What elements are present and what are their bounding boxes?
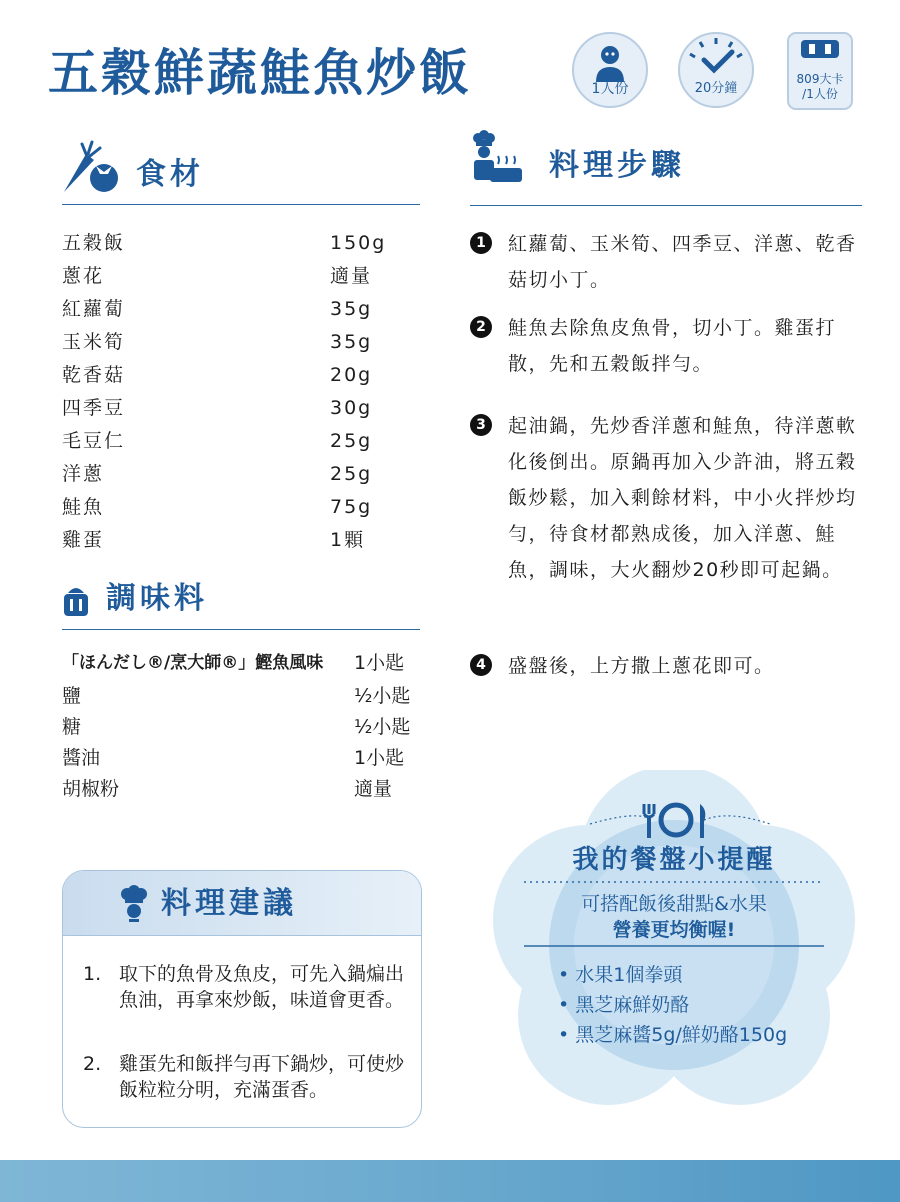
calories-line1: 809大卡: [796, 72, 844, 86]
ingredient-amount: 25g: [330, 463, 373, 485]
tip-text: 雞蛋先和飯拌勻再下鍋炒，可使炒飯粒粒分明，充滿蛋香。: [119, 1053, 405, 1101]
tips-header: [63, 871, 421, 936]
seasoning-heading: 調味料: [106, 581, 208, 616]
ingredient-amount: 25g: [330, 430, 373, 452]
calories-line2: /1人份: [802, 87, 838, 101]
reminder-bullet: • 黑芝麻鮮奶酪: [558, 994, 690, 1016]
chef-cooking-icon: [468, 130, 526, 188]
seasoning-amount: 適量: [354, 778, 393, 800]
ingredient-amount: 適量: [330, 265, 373, 287]
step-item: [470, 310, 870, 382]
ingredient-name: 乾香菇: [62, 364, 126, 386]
ingredient-row: [62, 491, 382, 523]
seasoning-row: [62, 773, 422, 805]
seasoning-row: [62, 742, 422, 774]
reminder-heading: 我的餐盤小提醒: [572, 845, 776, 875]
seasoning-name: 糖: [62, 716, 82, 738]
ingredient-row: [62, 326, 382, 358]
ingredient-row: [62, 458, 382, 490]
time-badge: [676, 30, 756, 110]
carrot-tomato-icon: [60, 140, 124, 196]
seasoning-row: [62, 680, 422, 712]
step-number: 1: [470, 232, 492, 254]
tip-number: 1.: [83, 963, 102, 985]
ingredient-name: 五穀飯: [62, 232, 126, 254]
seasoning-amount: ½小匙: [354, 685, 411, 707]
reminder-bullet: • 黑芝麻醬5g/鮮奶酪150g: [558, 1024, 788, 1046]
ingredient-name: 紅蘿蔔: [62, 298, 126, 320]
fork-plate-knife-icon: [638, 800, 712, 840]
ingredient-row: [62, 293, 382, 325]
footer-bar: [0, 1160, 900, 1202]
steps-heading: 料理步驟: [549, 148, 685, 183]
clock-icon: [676, 30, 756, 110]
ingredient-name: 玉米筍: [62, 331, 126, 353]
tip-item: [83, 1051, 403, 1107]
reminder-line1: 可搭配飯後甜點&水果: [581, 893, 767, 915]
reminder-line2: 營養更均衡喔!: [612, 919, 736, 941]
ingredient-row: [62, 260, 382, 292]
steps-divider: [470, 205, 862, 206]
ingredient-name: 雞蛋: [62, 529, 105, 551]
reminder-bullet: • 水果1個拳頭: [558, 964, 683, 986]
ingredient-amount: 30g: [330, 397, 373, 419]
seasoning-row: [62, 711, 422, 743]
step-text: 盛盤後，上方撒上蔥花即可。: [508, 655, 775, 677]
ingredient-name: 蔥花: [62, 265, 105, 287]
seasoning-shaker-icon: [62, 583, 90, 617]
ingredients-heading: 食材: [136, 157, 204, 192]
plate-reminder: [488, 770, 860, 1112]
step-number: 3: [470, 414, 492, 436]
ingredient-amount: 35g: [330, 331, 373, 353]
recipe-title: 五穀鮮蔬鮭魚炒飯: [48, 44, 472, 102]
calories-badge: [787, 32, 853, 110]
person-icon: [570, 30, 650, 110]
chef-hat-icon: [119, 885, 149, 923]
seasoning-name: 「ほんだし®/烹大師®」鰹魚風味: [62, 653, 324, 673]
ingredient-row: [62, 392, 382, 424]
step-item: [470, 408, 870, 624]
ingredient-name: 洋蔥: [62, 463, 105, 485]
step-text: 鮭魚去除魚皮魚骨，切小丁。雞蛋打散，先和五穀飯拌勻。: [508, 317, 837, 375]
seasoning-name: 胡椒粉: [62, 778, 120, 800]
ingredient-row: [62, 524, 382, 556]
ingredient-name: 毛豆仁: [62, 430, 126, 452]
ingredient-amount: 1顆: [330, 529, 366, 551]
seasoning-divider: [62, 629, 420, 630]
seasoning-name: 醬油: [62, 747, 101, 769]
cooking-tips-box: [62, 870, 422, 1128]
ingredient-name: 四季豆: [62, 397, 126, 419]
step-number: 2: [470, 316, 492, 338]
tip-text: 取下的魚骨及魚皮，可先入鍋煸出魚油，再拿來炒飯，味道會更香。: [119, 963, 405, 1011]
ingredients-divider: [62, 204, 420, 205]
step-text: 紅蘿蔔、玉米筍、四季豆、洋蔥、乾香菇切小丁。: [508, 233, 857, 291]
ingredient-name: 鮭魚: [62, 496, 105, 518]
seasoning-amount: 1小匙: [354, 652, 405, 674]
tips-heading: 料理建議: [161, 886, 297, 921]
ingredient-amount: 75g: [330, 496, 373, 518]
ingredient-row: [62, 227, 387, 259]
reminder-bullets: [558, 960, 848, 1050]
servings-badge: [570, 30, 650, 110]
step-item: [470, 226, 870, 298]
tip-item: [83, 961, 403, 1041]
ingredient-row: [62, 359, 382, 391]
ingredient-amount: 20g: [330, 364, 373, 386]
ingredient-amount: 35g: [330, 298, 373, 320]
tip-number: 2.: [83, 1053, 102, 1075]
ingredient-amount: 150g: [330, 232, 387, 254]
seasoning-amount: 1小匙: [354, 747, 405, 769]
seasoning-name: 鹽: [62, 685, 82, 707]
step-text: 起油鍋，先炒香洋蔥和鮭魚，待洋蔥軟化後倒出。原鍋再加入少許油，將五穀飯炒鬆，加入剩餘材料，中小火拌炒均勻，待食材都熟成後，加入洋蔥、鮭魚，調味，大火翻炒20秒即可起鍋。: [508, 415, 857, 581]
step-item: [470, 648, 870, 684]
seasoning-row: [62, 647, 422, 679]
servings-text: 1人份: [591, 81, 629, 97]
ingredient-row: [62, 425, 382, 457]
step-number: 4: [470, 654, 492, 676]
time-text: 20分鐘: [694, 81, 738, 96]
seasoning-amount: ½小匙: [354, 716, 411, 738]
